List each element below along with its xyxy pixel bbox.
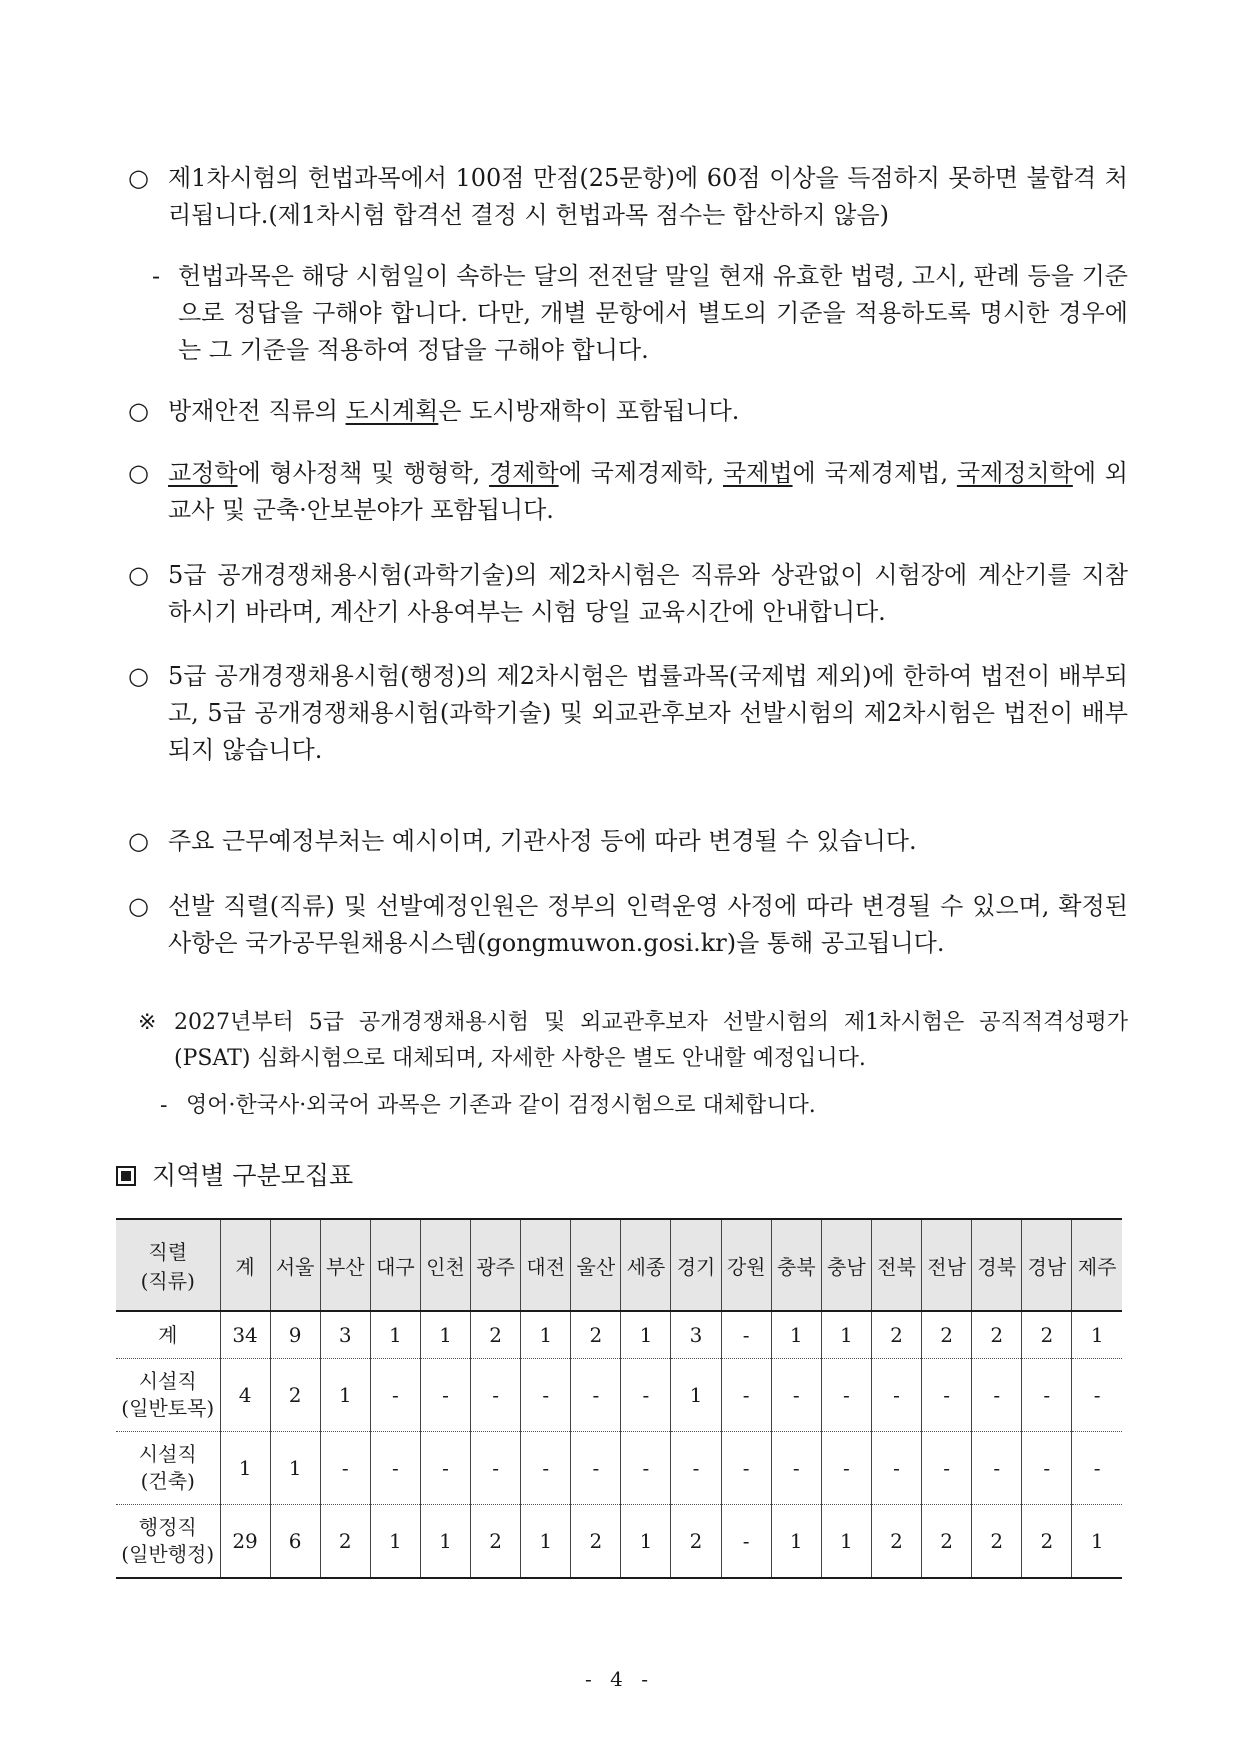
paragraph-text: 선발 직렬(직류) 및 선발예정인원은 정부의 인력운영 사정에 따라 변경될 수 있으며, 확정된 사항은 국가공무원채용시스템(gongmuwon.gosi.kr)을 통해 공고됩니다.	[168, 892, 1128, 957]
table-cell: 2	[972, 1505, 1022, 1579]
notice-text: 2027년부터 5급 공개경쟁채용시험 및 외교관후보자 선발시험의 제1차시험은 공직적격성평가(PSAT) 심화시험으로 대체되며, 자세한 사항은 별도 안내할 예정입니다.	[174, 1010, 1128, 1071]
dash-bullet: -	[152, 262, 161, 290]
table-header-cell: 대전	[521, 1219, 571, 1311]
circle-bullet: ○	[128, 459, 149, 487]
table-cell: -	[521, 1432, 571, 1505]
paragraph-calculator	[128, 557, 1128, 631]
table-cell: 2	[972, 1311, 1022, 1359]
table-cell: -	[922, 1359, 972, 1432]
table-cell: -	[721, 1432, 771, 1505]
row-label-cell: 계	[116, 1311, 220, 1359]
table-cell: -	[571, 1432, 621, 1505]
table-header-cell: 세종	[621, 1219, 671, 1311]
subparagraph-constitution-basis	[152, 258, 1128, 369]
table-row	[116, 1505, 1122, 1579]
table-cell: 4	[220, 1359, 270, 1432]
paragraph-departments	[128, 823, 1128, 860]
row-label-cell: 시설직 (일반토목)	[116, 1359, 220, 1432]
table-cell: -	[821, 1432, 871, 1505]
table-header-cell: 인천	[420, 1219, 470, 1311]
circle-bullet: ○	[128, 827, 149, 855]
table-cell: 2	[922, 1311, 972, 1359]
table-header-cell: 강원	[721, 1219, 771, 1311]
paragraph-text: 방재안전 직류의 도시계획은 도시방재학이 포함됩니다.	[168, 397, 740, 425]
section-title: 지역별 구분모집표	[116, 1158, 353, 1194]
table-header-row	[116, 1219, 1122, 1311]
table-cell: -	[721, 1359, 771, 1432]
table-cell: 2	[671, 1505, 721, 1579]
circle-bullet: ○	[128, 892, 149, 920]
table-cell: -	[420, 1432, 470, 1505]
table-cell: 1	[671, 1359, 721, 1432]
notice-2027	[138, 1005, 1128, 1077]
table-cell: -	[821, 1359, 871, 1432]
paragraph-text: 제1차시험의 헌법과목에서 100점 만점(25문항)에 60점 이상을 득점하지 못하면 불합격 처리됩니다.(제1차시험 합격선 결정 시 헌법과목 점수는 합산하지 않음)	[168, 164, 1128, 229]
table-header-cell: 경남	[1022, 1219, 1072, 1311]
table-cell: -	[922, 1432, 972, 1505]
table-cell: 2	[471, 1311, 521, 1359]
table-row	[116, 1359, 1122, 1432]
table-header-cell: 경기	[671, 1219, 721, 1311]
table-cell: -	[671, 1432, 721, 1505]
table-cell: 3	[320, 1311, 370, 1359]
paragraph-subject-scope	[128, 455, 1128, 529]
table-cell: 2	[571, 1311, 621, 1359]
table-cell: 1	[370, 1505, 420, 1579]
underlined-term: 도시계획	[345, 397, 439, 425]
table-cell: 2	[1022, 1505, 1072, 1579]
table-header-cell: 전북	[871, 1219, 921, 1311]
underlined-term: 교정학	[168, 459, 238, 487]
table-cell: 1	[521, 1311, 571, 1359]
table-cell: -	[771, 1432, 821, 1505]
circle-bullet: ○	[128, 561, 149, 589]
table-cell: -	[721, 1311, 771, 1359]
table-cell: -	[571, 1359, 621, 1432]
table-cell: 2	[922, 1505, 972, 1579]
table-cell: 1	[220, 1432, 270, 1505]
table-cell: 2	[871, 1311, 921, 1359]
circle-bullet: ○	[128, 164, 149, 192]
table-header-cell: 충남	[821, 1219, 871, 1311]
table-cell: -	[1072, 1359, 1122, 1432]
table-cell: 2	[320, 1505, 370, 1579]
paragraph-constitution	[128, 160, 1128, 234]
table-cell: -	[621, 1359, 671, 1432]
circle-bullet: ○	[128, 662, 149, 690]
table-header-cell: 전남	[922, 1219, 972, 1311]
table-cell: 2	[1022, 1311, 1072, 1359]
notice-sub-text: 영어·한국사·외국어 과목은 기존과 같이 검정시험으로 대체합니다.	[186, 1093, 816, 1118]
paragraph-text: 5급 공개경쟁채용시험(행정)의 제2차시험은 법률과목(국제법 제외)에 한하여 법전이 배부되고, 5급 공개경쟁채용시험(과학기술) 및 외교관후보자 선발시험의 제2차시험은 법전이 배부되지 않습니다.	[168, 662, 1128, 764]
table-cell: -	[721, 1505, 771, 1579]
table-cell: 1	[821, 1311, 871, 1359]
table-cell: 1	[621, 1311, 671, 1359]
table-cell: 29	[220, 1505, 270, 1579]
table-cell: 2	[471, 1505, 521, 1579]
table-header-cell: 부산	[320, 1219, 370, 1311]
table-header-cell: 충북	[771, 1219, 821, 1311]
paragraph-text: 주요 근무예정부처는 예시이며, 기관사정 등에 따라 변경될 수 있습니다.	[168, 827, 917, 855]
reference-mark: ※	[138, 1010, 157, 1035]
table-cell: 1	[420, 1311, 470, 1359]
table-cell: -	[871, 1359, 921, 1432]
underlined-term: 국제정치학	[956, 459, 1073, 487]
paragraph-law-books	[128, 658, 1128, 769]
table-cell: 1	[320, 1359, 370, 1432]
table-cell: 9	[270, 1311, 320, 1359]
table-header-cell: 제주	[1072, 1219, 1122, 1311]
underlined-term: 경제학	[489, 459, 559, 487]
paragraph-text: 5급 공개경쟁채용시험(과학기술)의 제2차시험은 직류와 상관없이 시험장에 계산기를 지참하시기 바라며, 계산기 사용여부는 시험 당일 교육시간에 안내합니다.	[168, 561, 1128, 626]
square-bullet-icon	[116, 1166, 136, 1186]
table-cell: 1	[771, 1311, 821, 1359]
table-row	[116, 1432, 1122, 1505]
table-cell: 1	[1072, 1505, 1122, 1579]
page-number: - 4 -	[585, 1667, 654, 1691]
table-cell: 1	[821, 1505, 871, 1579]
table-cell: -	[1072, 1432, 1122, 1505]
table-cell: -	[871, 1432, 921, 1505]
table-cell: -	[370, 1359, 420, 1432]
table-cell: 2	[871, 1505, 921, 1579]
row-label-cell: 시설직 (건축)	[116, 1432, 220, 1505]
table-cell: 3	[671, 1311, 721, 1359]
table-cell: -	[621, 1432, 671, 1505]
table-cell: -	[370, 1432, 420, 1505]
table-header-cell: 울산	[571, 1219, 621, 1311]
table-cell: 1	[270, 1432, 320, 1505]
table-cell: -	[420, 1359, 470, 1432]
regional-recruitment-table	[116, 1218, 1122, 1579]
table-cell: 1	[1072, 1311, 1122, 1359]
paragraph-text: 교정학에 형사정책 및 행형학, 경제학에 국제경제학, 국제법에 국제경제법, 국제정치학에 외교사 및 군축·안보분야가 포함됩니다.	[168, 459, 1128, 524]
table-cell: -	[320, 1432, 370, 1505]
row-label-cell: 행정직 (일반행정)	[116, 1505, 220, 1579]
table-cell: -	[1022, 1432, 1072, 1505]
table-cell: 1	[621, 1505, 671, 1579]
table-cell: -	[972, 1359, 1022, 1432]
table-header-cell: 대구	[370, 1219, 420, 1311]
table-header-cell: 서울	[270, 1219, 320, 1311]
table-cell: 1	[521, 1505, 571, 1579]
table-cell: 6	[270, 1505, 320, 1579]
notice-sub	[160, 1088, 1128, 1124]
table-cell: -	[771, 1359, 821, 1432]
table-header-cell: 경북	[972, 1219, 1022, 1311]
table-cell: -	[471, 1432, 521, 1505]
table-cell: -	[1022, 1359, 1072, 1432]
paragraph-urban-planning	[128, 393, 1128, 430]
table-cell: -	[972, 1432, 1022, 1505]
table-header-cell: 계	[220, 1219, 270, 1311]
table-cell: 1	[420, 1505, 470, 1579]
table-header-cell: 광주	[471, 1219, 521, 1311]
table-cell: -	[521, 1359, 571, 1432]
table-corner-cell: 직렬 (직류)	[116, 1219, 220, 1311]
table-row	[116, 1311, 1122, 1359]
table-cell: -	[471, 1359, 521, 1432]
underlined-term: 국제법	[722, 459, 793, 487]
paragraph-selection-changes	[128, 888, 1128, 962]
circle-bullet: ○	[128, 397, 149, 425]
dash-bullet: -	[160, 1093, 168, 1118]
table-cell: 1	[771, 1505, 821, 1579]
subparagraph-text: 헌법과목은 해당 시험일이 속하는 달의 전전달 말일 현재 유효한 법령, 고시, 판례 등을 기준으로 정답을 구해야 합니다. 다만, 개별 문항에서 별도의 기준을 적용하도록 명시한 경우에는 그 기준을 적용하여 정답을 구해야 합니다.	[178, 262, 1128, 364]
table-cell: 1	[370, 1311, 420, 1359]
table-cell: 34	[220, 1311, 270, 1359]
table-cell: 2	[270, 1359, 320, 1432]
table-cell: 2	[571, 1505, 621, 1579]
